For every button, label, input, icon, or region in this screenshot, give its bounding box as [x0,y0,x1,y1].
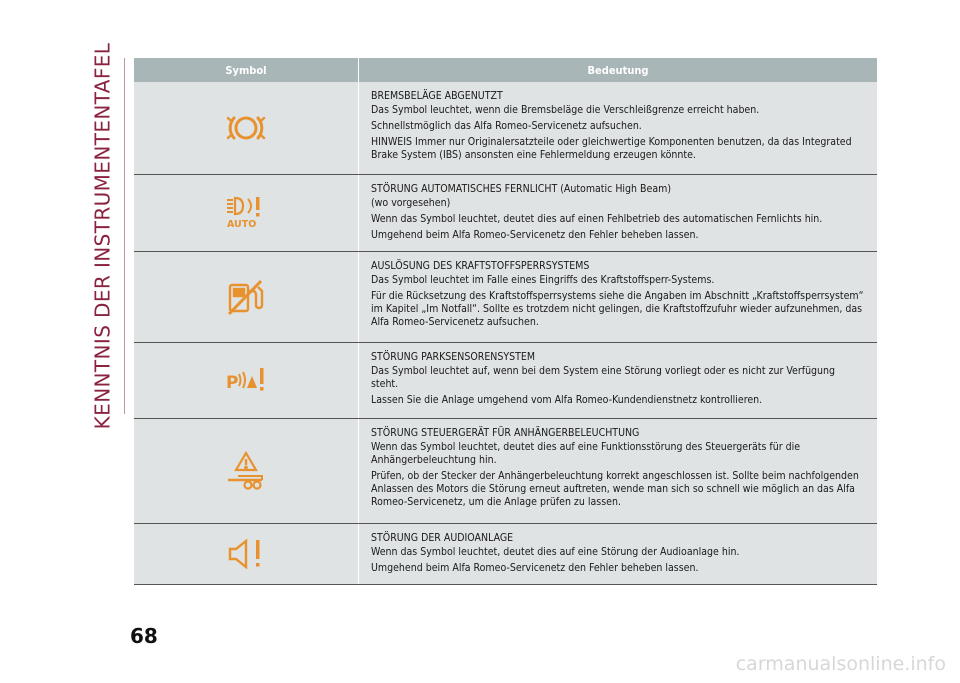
page-number: 68 [130,624,158,648]
header-symbol: Symbol [225,63,267,77]
row-text: Das Symbol leuchtet auf, wenn bei dem System eine Störung vorliegt oder es nicht zur Verfügung steht. [371,365,836,390]
row-text: Das Symbol leuchtet im Falle eines Eingriffs des Kraftstoffsperr-Systems. [371,274,715,286]
header-meaning: Bedeutung [587,63,649,77]
auto-label: AUTO [227,219,257,230]
auto-high-beam-fault-icon [226,196,266,230]
symbol-cell [134,252,358,342]
table-header [134,58,877,82]
table-row [134,419,877,524]
row-text: Wenn das Symbol leuchtet, deutet dies auf einen Fehlbetrieb des automatischen Fernlichts hin. [371,213,823,225]
row-title: STÖRUNG STEUERGERÄT FÜR ANHÄNGERBELEUCHTUNG [371,427,640,439]
fuel-cutoff-icon [226,277,266,317]
trailer-light-fault-icon [226,451,266,491]
meaning-cell [359,343,877,418]
row-text: Wenn das Symbol leuchtet, deutet dies auf eine Funktionsstörung des Steuergeräts für die Anhängerbeleuchtung hin. [371,441,801,466]
row-title: AUSLÖSUNG DES KRAFTSTOFFSPERRSYSTEMS [371,260,590,272]
svg-text:P: P [226,372,239,393]
meaning-cell [359,175,877,251]
row-text: Schnellstmöglich das Alfa Romeo-Servicenetz aufsuchen. [371,120,642,132]
row-title: STÖRUNG DER AUDIOANLAGE [371,532,514,544]
meaning-cell [359,252,877,342]
watermark: carmanualsonline.info [735,653,946,675]
table-row [134,524,877,585]
row-text: Wenn das Symbol leuchtet, deutet dies auf eine Störung der Audioanlage hin. [371,546,740,558]
row-text: Umgehend beim Alfa Romeo-Servicenetz den Fehler beheben lassen. [371,562,699,574]
parking-sensor-fault-icon [225,364,267,398]
audio-system-fault-icon [226,537,266,571]
row-text: Das Symbol leuchtet, wenn die Bremsbeläge die Verschleißgrenze erreicht haben. [371,104,760,116]
row-text: Für die Rücksetzung des Kraftstoffsperrsystems siehe die Angaben im Abschnitt „Kraftstoffsperrsystem“ im Kapitel „Im Notfall“. Sollte es trotzdem nicht gelingen, die Kraftstoffzufuhr wieder aufzunehmen, das Alfa Romeo-Servicenetz aufsuchen. [371,290,864,328]
row-title: STÖRUNG AUTOMATISCHES FERNLICHT (Automatic High Beam) [371,183,672,195]
symbol-cell [134,343,358,418]
table-row [134,175,877,252]
meaning-cell [359,82,877,174]
symbol-cell [134,419,358,523]
row-title: BREMSBELÄGE ABGENUTZT [371,90,503,102]
table-row [134,82,877,175]
warning-symbol-table [134,58,877,585]
brake-pad-wear-icon [226,111,266,145]
table-row [134,252,877,343]
symbol-cell [134,82,358,174]
table-row [134,343,877,419]
symbol-cell [134,524,358,584]
row-text: Umgehend beim Alfa Romeo-Servicenetz den Fehler beheben lassen. [371,229,699,241]
chapter-title-text: KENNTNIS DER INSTRUMENTENTAFEL [90,42,115,430]
chapter-title [80,42,124,430]
row-text: Lassen Sie die Anlage umgehend vom Alfa Romeo-Kundendienstnetz kontrollieren. [371,394,763,406]
meaning-cell [359,419,877,523]
row-text: (wo vorgesehen) [371,197,451,209]
row-title: STÖRUNG PARKSENSORENSYSTEM [371,351,536,363]
row-text: Prüfen, ob der Stecker der Anhängerbeleuchtung korrekt angeschlossen ist. Sollte beim nachfolgenden Anlassen des Motors die Störung erneut auftreten, wende man sich so schnell wie möglich an das Alfa Romeo-Servicenetz, um die Anlage prüfen zu lassen. [371,470,859,508]
symbol-cell [134,175,358,251]
meaning-cell [359,524,877,584]
row-text: HINWEIS Immer nur Originalersatzteile oder gleichwertige Komponenten benutzen, da das Integrated Brake System (IBS) ansonsten eine Fehlermeldung erzeugen könnte. [371,136,852,161]
chapter-rule [124,58,125,414]
